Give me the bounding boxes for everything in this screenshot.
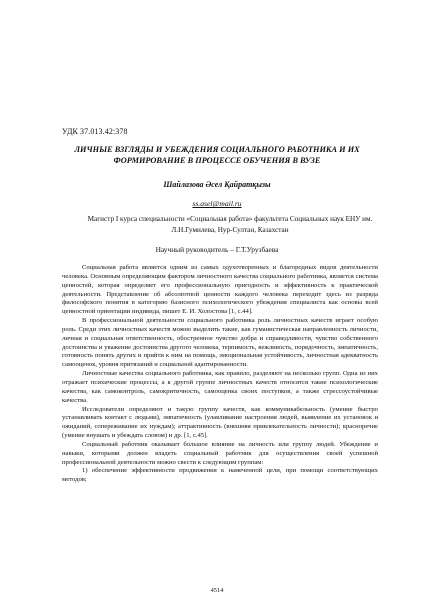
page-number: 4514: [210, 587, 224, 594]
article-title: ЛИЧНЫЕ ВЗГЛЯДЫ И УБЕЖДЕНИЯ СОЦИАЛЬНОГО РАБОТНИКА И ИХ ФОРМИРОВАНИЕ В ПРОЦЕССЕ ОБУЧЕНИЯ В ВУЗЕ: [74, 145, 360, 165]
body-paragraph: В профессиональной деятельности социального работника роль личностных качеств играет особую роль. Среди этих личностных качеств можно выделить такие, как гуманистическая направленность личности, личная и социальная ответственность, обостренное чувство добра и справедливости, чувство собственного достоинства и уважение достоинства другого человека, терпимость, вежливость, порядочность, эмпатичность, готовность понять других и прийти к ним на помощь, эмоциональная устойчивость, личностная адекватность самооценок, уровня притязаний и социальной адаптированности.: [62, 317, 378, 369]
udk-code: УДК 37.013.42:378: [62, 127, 128, 136]
article-body: [62, 264, 378, 485]
body-paragraph: Социальный работник оказывает большое влияние на личность или группу людей. Убеждение и навыки, которыми должен владеть социальный работник для осуществления своей успешной профессиональной деятельности можно свести к следующим группам:: [62, 440, 378, 466]
body-paragraph: Социальная работа является одним из самых одухотворенных и благородных видов деятельности человека. Основным определяющим фактором личностного качества социального работника, является система ценностей, которая определяет его профессиональную пригодность и эффективность к практической деятельности. Представление об абсолютной ценности каждого человека переходит здесь из разряда философского понятия в категорию базисного психологического убеждения специалиста как основы всей ценностной ориентации индивида, пишет Е. И. Холостова [1, с.44].: [62, 264, 378, 316]
body-paragraph: Личностные качества социального работника, как правило, разделяют на несколько групп. Одна из них отражает психические процессы, а к другой группе личностных качеств относятся такие психологические качества, как самоконтроль, самокритичность, самооценка своих поступков, а также стрессоустойчивые качества.: [62, 370, 378, 404]
supervisor-line: Научный руководитель – Г.Т.Урузбаева: [155, 245, 279, 254]
body-paragraph: 1) обеспечение эффективности продвижения к намеченной цели, при помощи соответствующих методов;: [62, 467, 378, 484]
author-email[interactable]: ss.asel@mail.ru: [192, 199, 242, 208]
body-paragraph: Исследователи определяют и такую группу качеств, как коммуникабельность (умение быстро устанавливать контакт с людьми), эмпатичность (улавливание настроения людей, выявление их установок и ожиданий, сопереживание их нуждам); аттрактивность (внешняя привлекательность личности); красноречие (умение внушать и убеждать словом) и др. [1, с.45].: [62, 405, 378, 440]
author-name: Шайлазова Әсел Қайратқызы: [163, 180, 271, 189]
author-affiliation: Магистр I курса специальности «Социальная работа» факультета Социальных наук ЕНУ им. Л.Н.Гумилева, Нур-Султан, Казахстан: [87, 215, 373, 234]
